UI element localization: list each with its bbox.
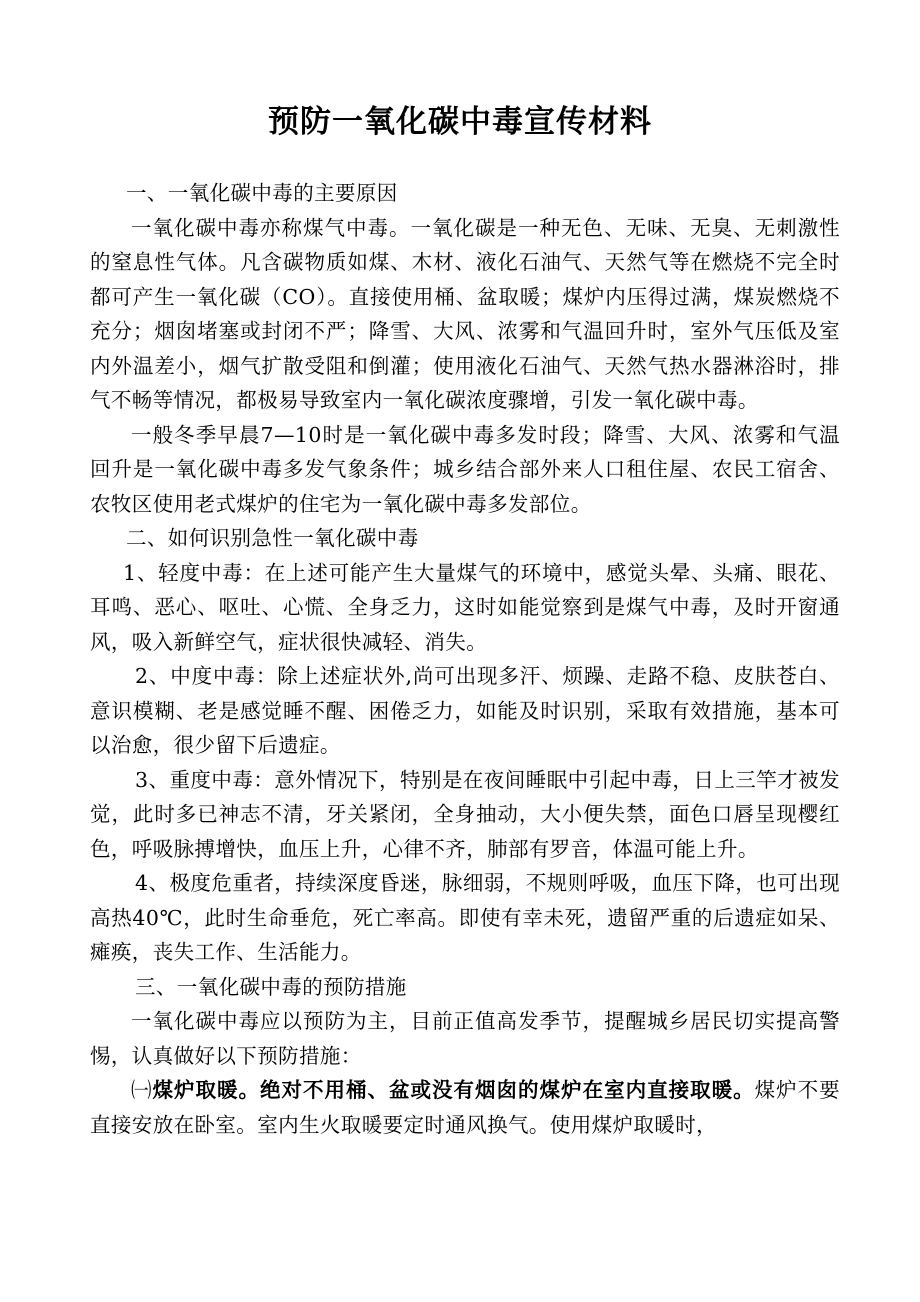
section-2-item-2: 2、中度中毒：除上述症状外,尚可出现多汗、烦躁、走路不稳、皮肤苍白、意识模糊、老是感觉睡不醒、困倦乏力，如能及时识别，采取有效措施，基本可以治愈，很少留下后遗症。 (90, 664, 840, 757)
section-3-paragraph-1: 一氧化碳中毒应以预防为主，目前正值高发季节，提醒城乡居民切实提高警惕，认真做好以下预防措施： (90, 1009, 840, 1068)
document-title: 预防一氧化碳中毒宣传材料 (268, 104, 652, 140)
section-2-heading: 二、如何识别急性一氧化碳中毒 (126, 526, 419, 550)
section-3-paragraph-2 (90, 1073, 840, 1142)
section-1-paragraph-1: 一氧化碳中毒亦称煤气中毒。一氧化碳是一种无色、无味、无臭、无刺激性的窒息性气体。凡含碳物质如煤、木材、液化石油气、天然气等在燃烧不完全时都可产生一氧化碳（CO）。直接使用桶、盆取暖；煤炉内压得过满，煤炭燃烧不充分；烟囱堵塞或封闭不严；降雪、大风、浓雾和气温回升时，室外气压低及室内外温差小，烟气扩散受阻和倒灌；使用液化石油气、天然气热水器淋浴时，排气不畅等情况，都极易导致室内一氧化碳浓度骤增，引发一氧化碳中毒。 (90, 215, 840, 412)
paragraph-rest-text: 煤炉不要直接安放在卧室。室内生火取暖要定时通风换气。使用煤炉取暖时， (90, 1078, 841, 1137)
section-1-heading: 一、一氧化碳中毒的主要原因 (126, 181, 398, 205)
section-3-heading: 三、一氧化碳中毒的预防措施 (135, 974, 407, 999)
section-1-paragraph-2: 一般冬季早晨7—10时是一氧化碳中毒多发时段；降雪、大风、浓雾和气温回升是一氧化碳中毒多发气象条件；城乡结合部外来人口租住屋、农民工宿舍、农牧区使用老式煤炉的住宅为一氧化碳中毒多发部位。 (90, 422, 840, 516)
document-body (90, 176, 840, 1142)
section-2-item-4: 4、极度危重者，持续深度昏迷，脉细弱，不规则呼吸，血压下降，也可出现高热40℃，此时生命垂危，死亡率高。即使有幸未死，遗留严重的后遗症如呆、瘫痪，丧失工作、生活能力。 (90, 871, 840, 964)
list-marker: ㈠ (131, 1078, 153, 1102)
section-2-item-1: 1、轻度中毒：在上述可能产生大量煤气的环境中，感觉头晕、头痛、眼花、耳鸣、恶心、呕吐、心慌、全身乏力，这时如能觉察到是煤气中毒，及时开窗通风，吸入新鲜空气，症状很快减轻、消失。 (90, 560, 840, 654)
bold-lead-text: 煤炉取暖。绝对不用桶、盆或没有烟囱的煤炉在室内直接取暖。 (152, 1078, 755, 1102)
section-2-item-3: 3、重度中毒：意外情况下，特别是在夜间睡眠中引起中毒，日上三竿才被发觉，此时多已神志不清，牙关紧闭，全身抽动，大小便失禁，面色口唇呈现樱红色，呼吸脉搏增快，血压上升，心律不齐，肺部有罗音，体温可能上升。 (90, 767, 840, 861)
